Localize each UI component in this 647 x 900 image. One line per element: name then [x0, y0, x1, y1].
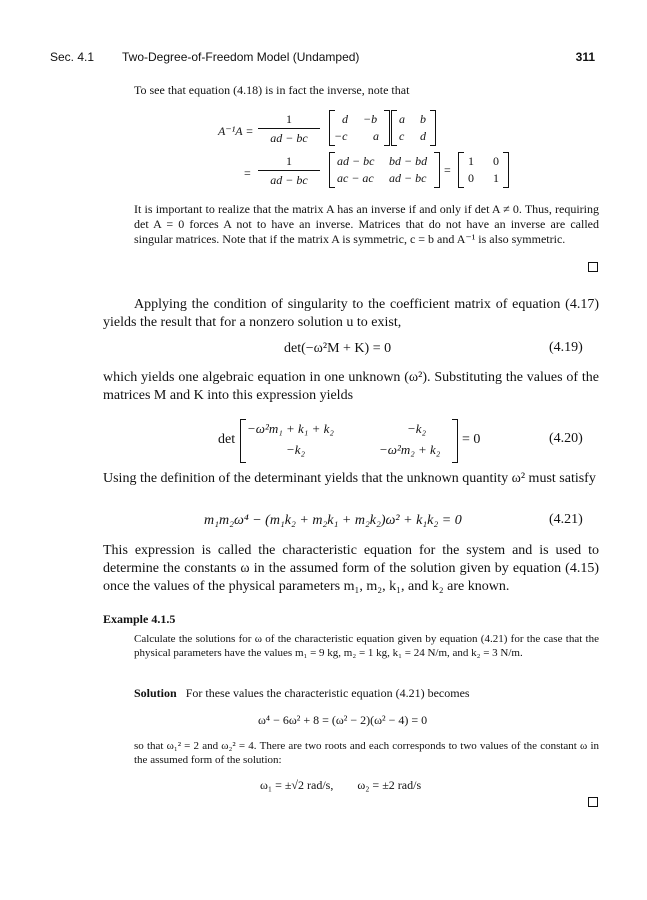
- paragraph-substitution: which yields one algebraic equation in one unknown (ω²). Substituting the values of the matrices M and K into this expression yields: [103, 370, 599, 403]
- identity-21: 0: [468, 171, 474, 185]
- m2-a11: a: [399, 112, 405, 126]
- example-statement: Calculate the solutions for ω of the characteristic equation given by equation (4.21) for the case that the physical parameters have the values m₁ = 9 kg, m₂ = 1 kg, k₁ = 24 N/m, and k₂ = 3 N/m.: [134, 633, 599, 659]
- section-number: Sec. 4.1: [50, 50, 95, 64]
- note-paragraph: It is important to realize that the matrix A has an inverse if and only if det A ≠ 0. Thus, requiring det A = 0 forces A not to have an inverse. Matrices that do not have an inverse are called singular matrices. Note that if the matrix A is symmetric, c = b and A⁻¹ is also symmetric.: [134, 202, 599, 246]
- running-title: Two-Degree-of-Freedom Model (Undamped): [122, 50, 360, 64]
- identity-22: 1: [493, 171, 499, 185]
- equation-number-4-20: (4.20): [549, 431, 583, 446]
- solution-text: For these values the characteristic equation (4.21) becomes: [185, 686, 470, 700]
- m1-a12: −b: [363, 112, 378, 126]
- equation-number-4-21: (4.21): [549, 512, 583, 527]
- solution-line: [134, 686, 599, 701]
- equation-4-19: det(−ω²M + K) = 0: [284, 341, 392, 356]
- eq420-a21: −k₂: [286, 442, 306, 457]
- page-number: 311: [575, 50, 595, 64]
- det-label: det: [218, 432, 236, 447]
- m3-a22: ad − bc: [389, 171, 427, 185]
- frac-num-2: 1: [286, 154, 292, 168]
- m3-a21: ac − ac: [337, 171, 374, 185]
- m1-a21: −c: [334, 129, 348, 143]
- equation-characteristic-values: ω⁴ − 6ω² + 8 = (ω² − 2)(ω² − 4) = 0: [258, 713, 428, 727]
- eq420-a11: −ω²m₁ + k₁ + k₂: [247, 421, 334, 436]
- equation-number-4-19: (4.19): [549, 340, 583, 355]
- eq420-a22: −ω²m₂ + k₂: [379, 442, 441, 457]
- eq420-rhs: = 0: [462, 432, 481, 447]
- paragraph-singularity: Applying the condition of singularity to the coefficient matrix of equation (4.17) yields the result that for a nonzero solution u to exist,: [103, 297, 599, 330]
- m2-a21: c: [399, 129, 405, 143]
- frac-den-1: ad − bc: [270, 131, 308, 145]
- equation-roots: ω₁ = ±√2 rad/s, ω₂ = ±2 rad/s: [260, 778, 422, 792]
- roots-paragraph: so that ω₁² = 2 and ω₂² = 4. There are two roots and each corresponds to two values of the constant ω in the assumed form of the solution:: [134, 740, 599, 766]
- m1-a22: a: [373, 129, 379, 143]
- paragraph-characteristic: This expression is called the characteristic equation for the system and is used to determine the constants ω in the assumed form of the solution given by equation (4.15) once the values of the physical parameters m₁, m₂, k₁, and k₂ are known.: [103, 543, 599, 594]
- lhs-ainv-a: A⁻¹A =: [218, 124, 254, 138]
- frac-den-2: ad − bc: [270, 173, 308, 187]
- end-of-example-box: [588, 797, 598, 807]
- m1-a11: d: [342, 112, 348, 126]
- equation-4-21: m₁m₂ω⁴ − (m₁k₂ + m₂k₁ + m₂k₂)ω² + k₁k₂ = 0: [204, 513, 462, 528]
- solution-label: Solution: [134, 686, 177, 700]
- equals-2: =: [244, 166, 251, 180]
- frac-num-1: 1: [286, 112, 292, 126]
- identity-11: 1: [468, 154, 474, 168]
- eq420-a12: −k₂: [407, 421, 427, 436]
- m2-a12: b: [420, 112, 426, 126]
- identity-12: 0: [493, 154, 499, 168]
- note-intro: To see that equation (4.18) is in fact the inverse, note that: [134, 83, 410, 97]
- m3-a12: bd − bd: [389, 154, 428, 168]
- m2-a22: d: [420, 129, 426, 143]
- paragraph-determinant: Using the definition of the determinant yields that the unknown quantity ω² must satisfy: [103, 471, 596, 486]
- example-title: Example 4.1.5: [103, 612, 176, 626]
- equals-3: =: [444, 163, 451, 177]
- m3-a11: ad − bc: [337, 154, 375, 168]
